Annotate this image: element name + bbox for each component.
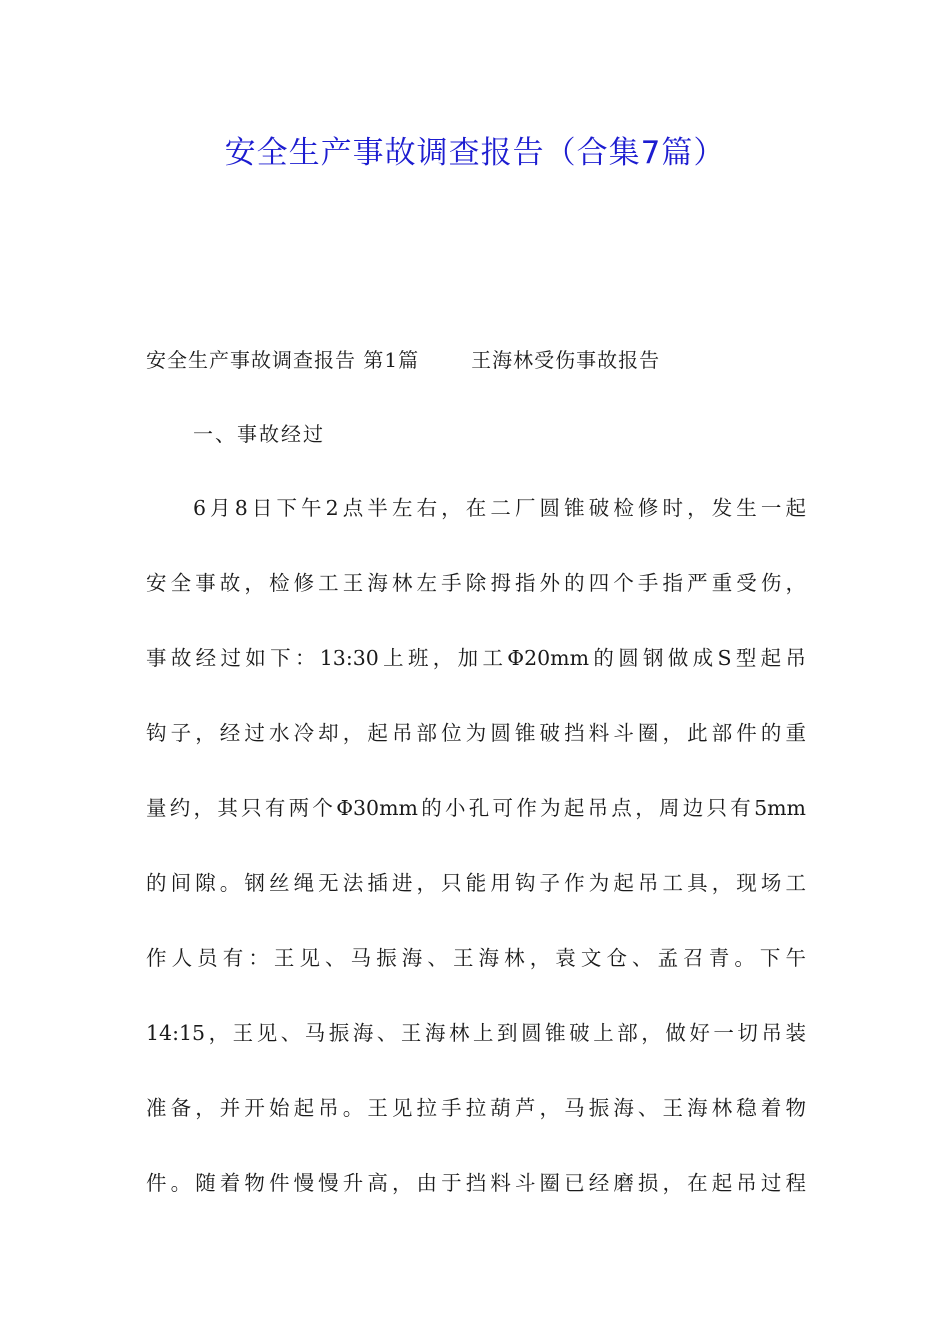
paragraph-line: 准备，并开始起吊。王见拉手拉葫芦，马振海、王海林稳着物 — [146, 1096, 806, 1120]
paragraph-line: 量约，其只有两个Φ30mm的小孔可作为起吊点，周边只有5mm — [146, 796, 806, 820]
paragraph-line: 14:15，王见、马振海、王海林上到圆锥破上部，做好一切吊装 — [146, 1021, 806, 1045]
paragraph-line: 钩子，经过水冷却，起吊部位为圆锥破挡料斗圈，此部件的重 — [146, 721, 806, 745]
paragraph-line: 的间隙。钢丝绳无法插进，只能用钩子作为起吊工具，现场工 — [146, 871, 806, 895]
paragraph-line: 6月8日下午2点半左右，在二厂圆锥破检修时，发生一起 — [193, 496, 806, 520]
subtitle-report-name: 王海林受伤事故报告 — [471, 348, 661, 372]
document-title: 安全生产事故调查报告（合集7篇） — [224, 135, 726, 171]
subtitle-report-number: 安全生产事故调查报告 第1篇 — [146, 348, 420, 372]
body-paragraph — [146, 488, 806, 1238]
paragraph-line: 安全事故，检修工王海林左手除拇指外的四个手指严重受伤， — [146, 571, 806, 595]
report-subtitle — [146, 340, 660, 380]
section-heading: 一、事故经过 — [193, 422, 325, 446]
paragraph-line: 事故经过如下：13:30上班，加工Φ20mm的圆钢做成S型起吊 — [146, 646, 806, 670]
paragraph-line: 作人员有：王见、马振海、王海林，袁文仓、孟召青。下午 — [146, 946, 806, 970]
paragraph-line: 件。随着物件慢慢升高，由于挡料斗圈已经磨损，在起吊过程 — [146, 1171, 806, 1195]
